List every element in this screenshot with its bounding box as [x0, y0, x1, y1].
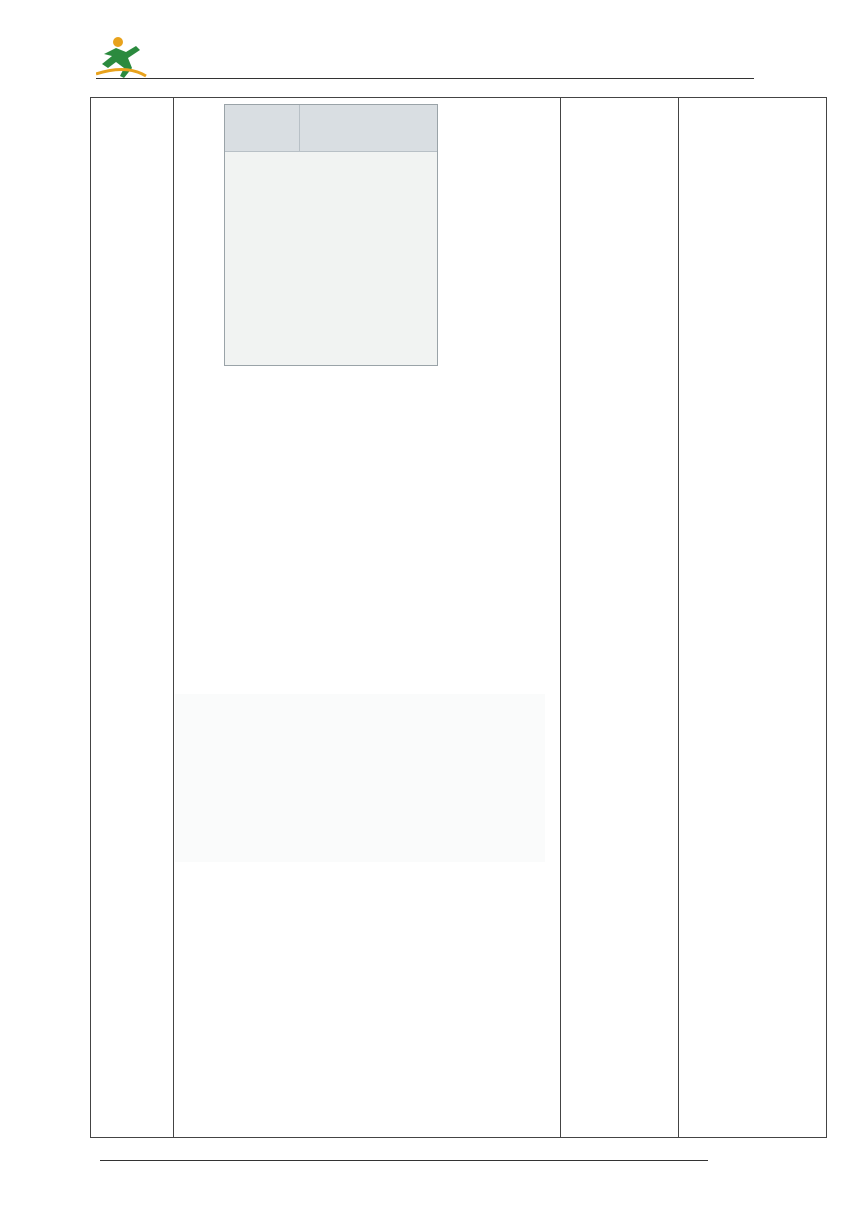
footer-divider — [100, 1160, 708, 1161]
paragraph-weather-example — [181, 580, 553, 621]
poverty-population-table — [224, 104, 438, 366]
header-divider — [96, 78, 754, 79]
header-year — [225, 105, 300, 152]
page-header — [0, 0, 860, 80]
paragraph-plotting-theory — [181, 986, 553, 1027]
paragraph-read-graph — [181, 904, 553, 945]
column-divider — [678, 97, 679, 1138]
column-divider — [173, 97, 174, 1138]
temperature-chart — [175, 694, 545, 862]
paragraph-table-explanation — [181, 375, 553, 420]
column-divider — [560, 97, 561, 1138]
paragraph-graph-method — [181, 498, 553, 540]
header-population — [300, 105, 438, 152]
runner-logo-icon — [96, 34, 266, 80]
